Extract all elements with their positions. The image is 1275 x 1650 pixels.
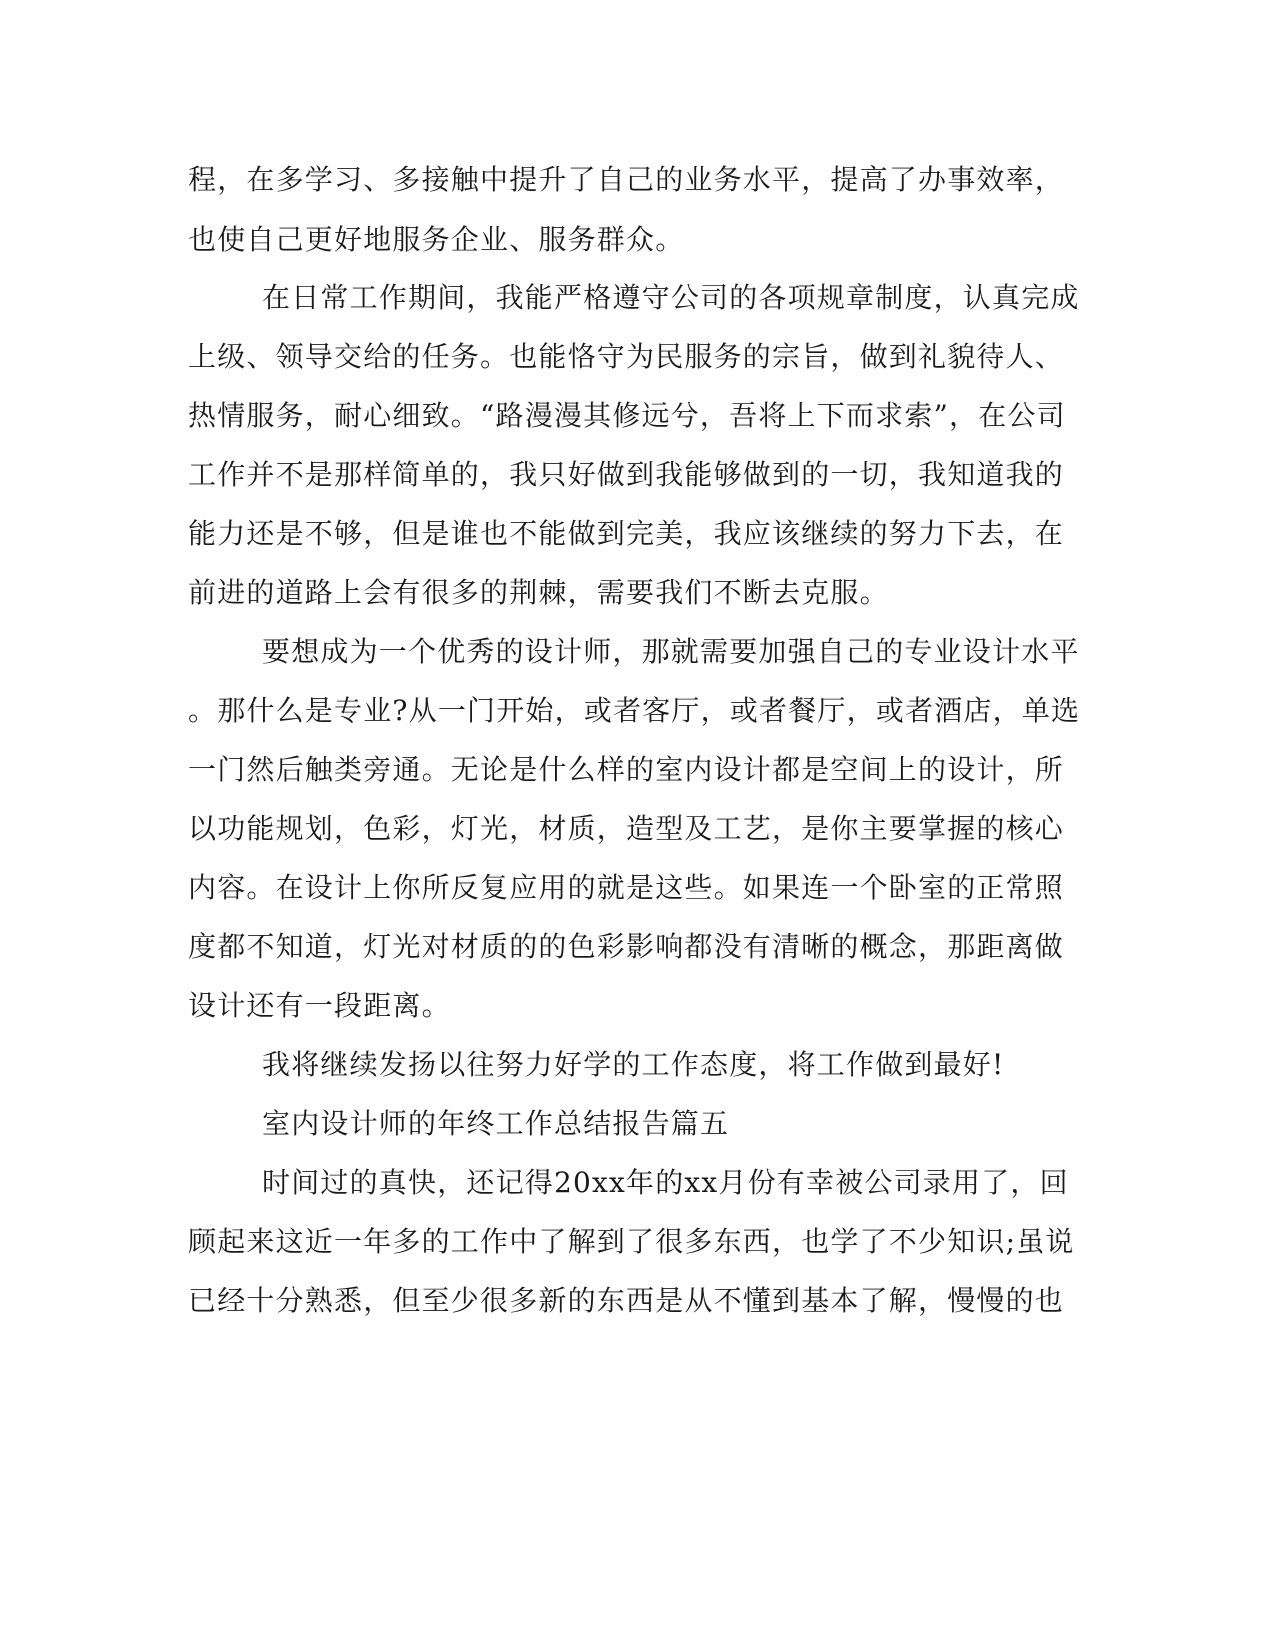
text-line: 热情服务，耐心细致。“路漫漫其修远兮，吾将上下而求索”，在公司	[188, 399, 1066, 432]
paragraph-start-line: 要想成为一个优秀的设计师，那就需要加强自己的专业设计水平	[262, 635, 1080, 668]
text-line: 也使自己更好地服务企业、服务群众。	[188, 223, 685, 256]
text-line: 前进的道路上会有很多的荆棘，需要我们不断去克服。	[188, 576, 889, 609]
text-line: 内容。在设计上你所反复应用的就是这些。如果连一个卧室的正常照	[188, 871, 1065, 904]
paragraph-start-line: 时间过的真快，还记得20xx年的xx月份有幸被公司录用了，回	[262, 1166, 1069, 1199]
text-line: 工作并不是那样简单的，我只好做到我能够做到的一切，我知道我的	[188, 458, 1065, 491]
text-line: 度都不知道，灯光对材质的的色彩影响都没有清晰的概念，那距离做	[188, 930, 1065, 963]
text-line: 。那什么是专业?从一门开始，或者客厅，或者餐厅，或者酒店，单选	[188, 694, 1081, 727]
text-line: 程，在多学习、多接触中提升了自己的业务水平，提高了办事效率，	[188, 163, 1065, 196]
text-line: 能力还是不够，但是谁也不能做到完美，我应该继续的努力下去，在	[188, 517, 1065, 550]
text-line: 已经十分熟悉，但至少很多新的东西是从不懂到基本了解，慢慢的也	[188, 1284, 1065, 1317]
paragraph-start-line: 我将继续发扬以往努力好学的工作态度，将工作做到最好!	[262, 1048, 1005, 1081]
text-line: 上级、领导交给的任务。也能恪守为民服务的宗旨，做到礼貌待人、	[188, 340, 1065, 373]
section-heading: 室内设计师的年终工作总结报告篇五	[262, 1107, 730, 1140]
text-line: 以功能规划，色彩，灯光，材质，造型及工艺，是你主要掌握的核心	[188, 812, 1065, 845]
text-line: 顾起来这近一年多的工作中了解到了很多东西，也学了不少知识;虽说	[188, 1225, 1075, 1258]
text-line: 设计还有一段距离。	[188, 989, 451, 1022]
paragraph-start-line: 在日常工作期间，我能严格遵守公司的各项规章制度，认真完成	[262, 281, 1080, 314]
text-line: 一门然后触类旁通。无论是什么样的室内设计都是空间上的设计，所	[188, 753, 1065, 786]
